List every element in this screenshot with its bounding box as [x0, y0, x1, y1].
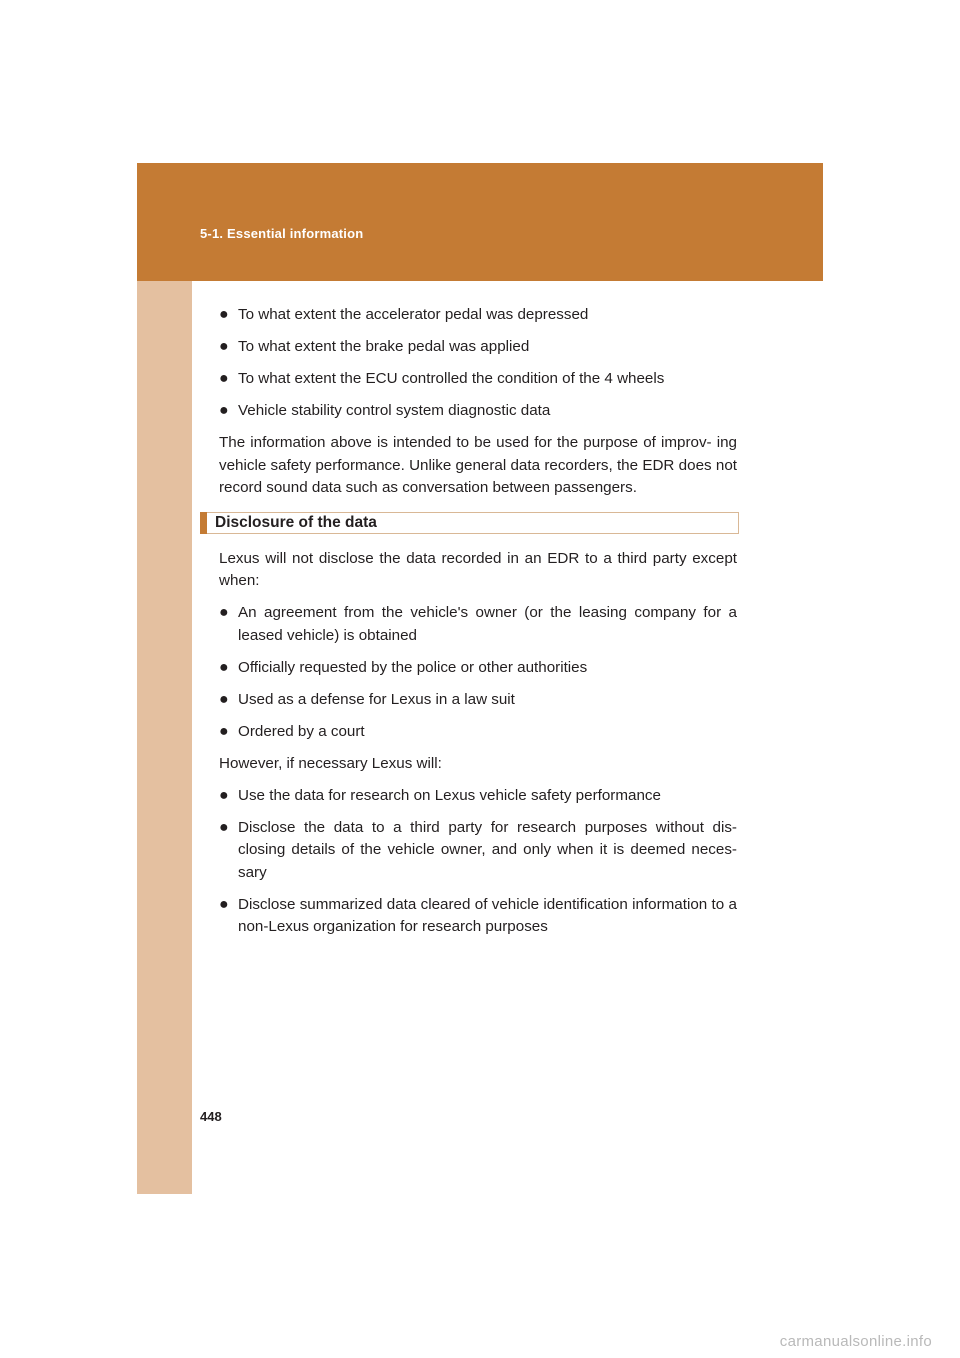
list-item: ● To what extent the ECU controlled the condition of the 4 wheels: [219, 368, 737, 391]
page-content: [215, 304, 737, 948]
intro-paragraph: The information above is intended to be used for the purpose of improv- ing vehicle safety performance. Unlike general data recorders, the EDR does not record sound data such as conversation between passengers.: [219, 434, 737, 496]
list-item: ● Use the data for research on Lexus vehicle safety performance: [219, 785, 737, 808]
list-item: ● To what extent the accelerator pedal was depressed: [219, 304, 737, 327]
heading-accent-bar: [200, 512, 207, 534]
side-strip: [137, 281, 192, 1194]
list-item: ● Ordered by a court: [219, 721, 737, 744]
bullet-icon: ●: [219, 338, 229, 355]
bullet-icon: ●: [219, 895, 229, 913]
bullet-icon: ●: [219, 604, 229, 621]
list-item: ● Officially requested by the police or other authorities: [219, 657, 737, 680]
section-label: 5-1. Essential information: [200, 226, 364, 241]
header-band: [137, 163, 823, 281]
watermark-text: carmanualsonline.info: [779, 1333, 932, 1350]
list-item: ● Disclose the data to a third party for research purposes without dis- closing details of the vehicle owner, and only when it is deemed neces- sary: [219, 818, 737, 881]
page-number: 448: [200, 1109, 222, 1124]
list-item: ● An agreement from the vehicle's owner (or the leasing company for a leased vehicle) is obtained: [219, 604, 737, 644]
bullet-icon: ●: [219, 722, 229, 740]
bullet-icon: ●: [219, 690, 229, 708]
list-item: ● Used as a defense for Lexus in a law suit: [219, 689, 737, 712]
bullet-icon: ●: [219, 786, 229, 804]
list-item: ● To what extent the brake pedal was applied: [219, 336, 737, 359]
bullet-icon: ●: [219, 658, 229, 676]
section-heading: [200, 512, 739, 534]
list-item: ● Vehicle stability control system diagnostic data: [219, 400, 737, 423]
bullet-icon: ●: [219, 818, 229, 836]
bullet-icon: ●: [219, 370, 229, 387]
bullet-icon: ●: [219, 306, 229, 323]
list-item: ● Disclose summarized data cleared of vehicle identification information to a non-Lexus organization for research purposes: [219, 895, 737, 935]
disclosure-lead: Lexus will not disclose the data recorded in an EDR to a third party except when:: [219, 549, 737, 589]
however-paragraph: However, if necessary Lexus will:: [219, 754, 442, 772]
bullet-icon: ●: [219, 402, 229, 419]
section-heading-title: Disclosure of the data: [215, 513, 377, 531]
